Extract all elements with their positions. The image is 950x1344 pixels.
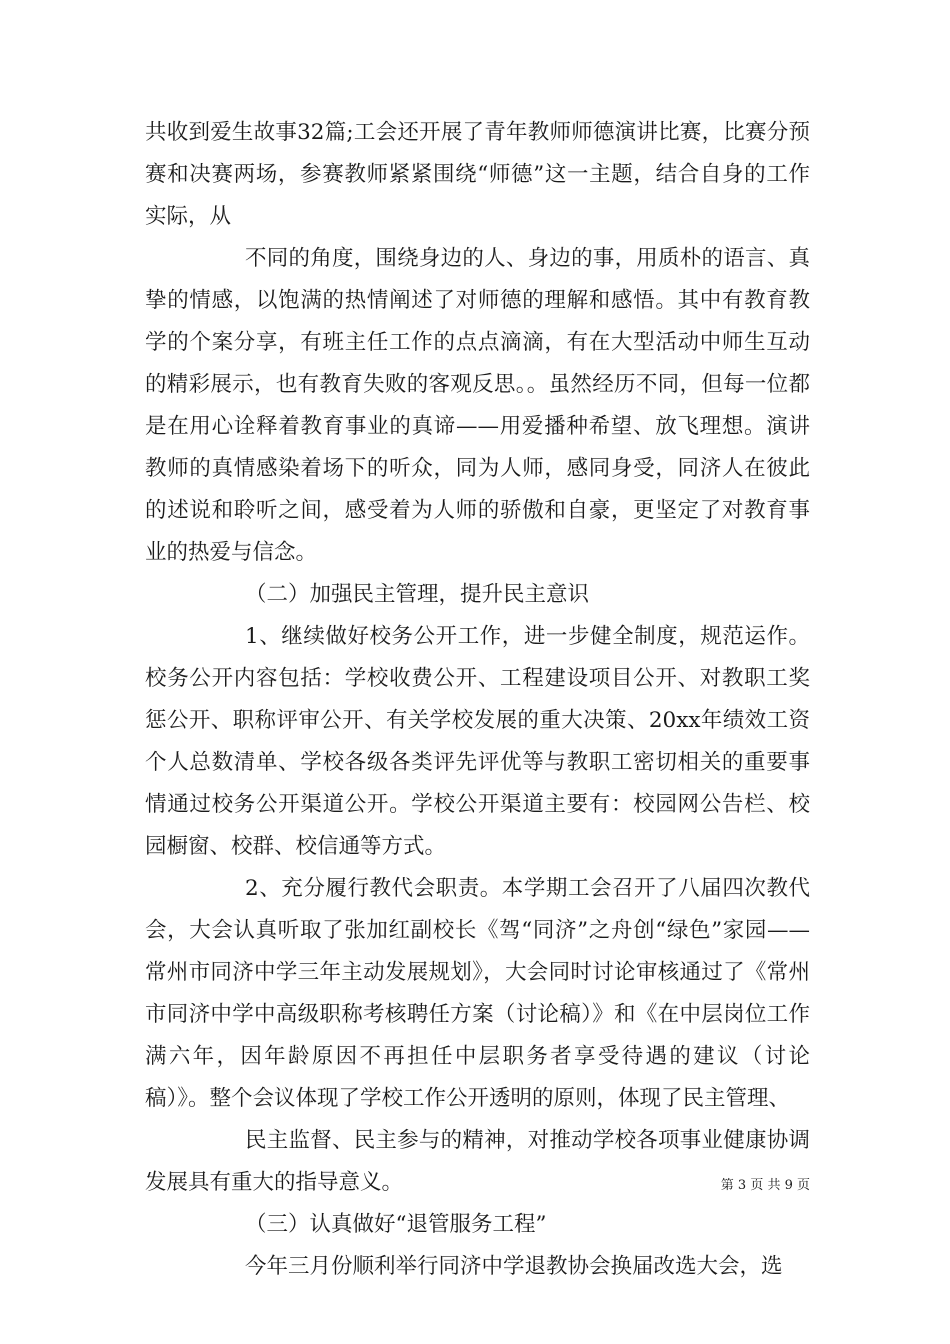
paragraph-school-affairs-disclosure: 1、继续做好校务公开工作，进一步健全制度，规范运作。校务公开内容包括：学校收费公开、工程建设项目公开、对教职工奖惩公开、职称评审公开、有关学校发展的重大决策、20xx年绩效工资个人总数清单、学校各级各类评先评优等与教职工密切相关的重要事情通过校务公开渠道公开。学校公开渠道主要有：校园网公告栏、校园橱窗、校群、校信通等方式。 [145, 624, 810, 859]
paragraph-staff-congress: 2、充分履行教代会职责。本学期工会召开了八届四次教代会，大会认真听取了张加红副校长《驾“同济”之舟创“绿色”家园——常州市同济中学三年主动发展规划》，大会同时讨论审核通过了《常州市同济中学中高级职称考核聘任方案（讨论稿）》和《在中层岗位工作满六年，因年龄原因不再担任中层职务者享受待遇的建议（讨论稿）》。整个会议体现了学校工作公开透明的原则，体现了民主管理、 [145, 876, 810, 1111]
paragraph-speech-contest: 不同的角度，围绕身边的人、身边的事，用质朴的语言、真挚的情感，以饱满的热情阐述了对师德的理解和感悟。其中有教育教学的个案分享，有班主任工作的点点滴滴，有在大型活动中师生互动的精彩展示，也有教育失败的客观反思。。虽然经历不同，但每一位都是在用心诠释着教育事业的真谛——用爱播种希望、放飞理想。演讲教师的真情感染着场下的听众，同为人师，感同身受，同济人在彼此的述说和聆听之间，感受着为人师的骄傲和自豪，更坚定了对教育事业的热爱与信念。 [145, 246, 810, 565]
paragraph-continuation: 共收到爱生故事32篇;工会还开展了青年教师师德演讲比赛，比赛分预赛和决赛两场，参赛教师紧紧围绕“师德”这一主题，结合自身的工作实际，从 [145, 120, 810, 229]
paragraph-democratic-supervision: 民主监督、民主参与的精神，对推动学校各项事业健康协调发展具有重大的指导意义。 [145, 1128, 810, 1195]
section-heading-retiree-service: （三）认真做好“退管服务工程” [245, 1212, 547, 1237]
section-heading-democratic-management: （二）加强民主管理，提升民主意识 [245, 582, 590, 607]
document-body [145, 112, 810, 1288]
paragraph-retiree-association: 今年三月份顺利举行同济中学退教协会换届改选大会，选 [245, 1254, 783, 1279]
page-number: 第 3 页 共 9 页 [720, 1178, 810, 1193]
